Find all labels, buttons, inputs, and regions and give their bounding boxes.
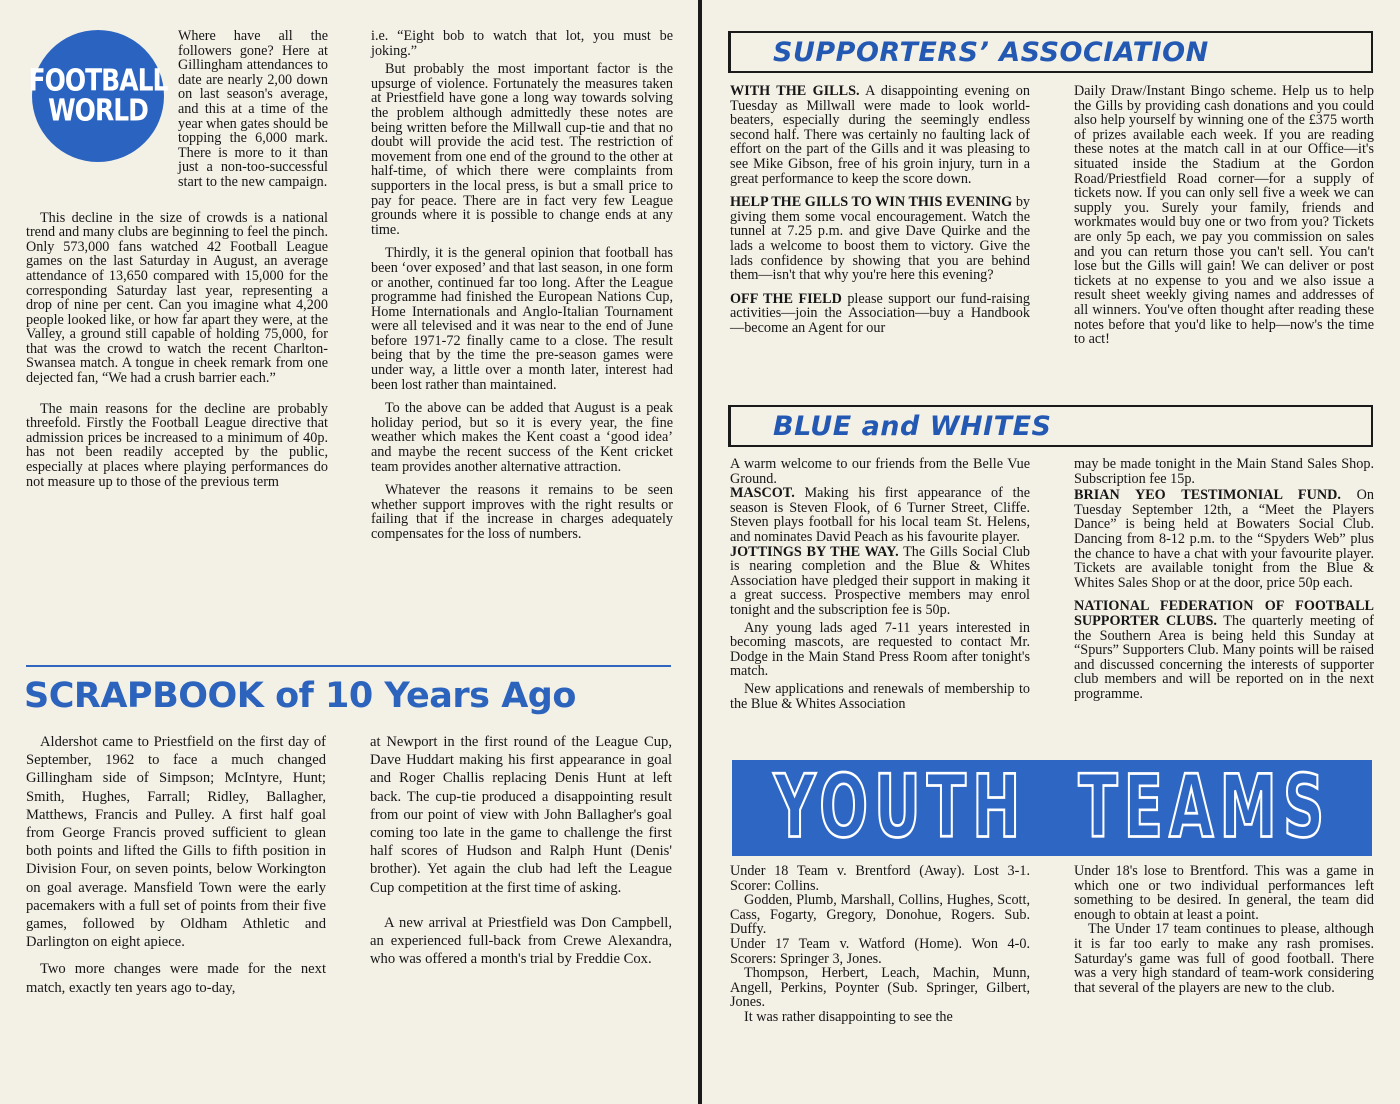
right-page (702, 0, 1400, 1104)
bw-lead-mascot: MASCOT. (730, 485, 795, 502)
supporters-text-1: A disappointing evening on Tuesday as Millwall were made to look world-beaters, especially during the seemingly endless second half. There was certainly no faulting lack of effort on the part of the Gills and it was pleasing to see Mike Gibson, free of his groin injury, turn in a great performance to keep the score down. (730, 83, 1030, 187)
fw-paragraph-5: But probably the most important factor is the upsurge of violence. Fortunately the measures taken at Priestfield have gone a long way towards solving the problem although admittedly these notes are being written before the Millwall cup-tie and that no doubt will provide the acid test. The restriction of movement from one end of the ground to the other at half-time, of which there were complaints from supporters in the local press, is but a small price to pay for peace. There are in fact very few League grounds where it is possible to change ends at any time. (371, 61, 673, 238)
bw-text-jottings: The Gills Social Club is nearing completion and the Blue & Whites Association have pledged their support in making it a great success. Prospective members may enrol tonight and the subscription fee is 50p. (730, 543, 1030, 618)
youth-column-2 (1074, 864, 1374, 995)
youth-line-5: It was rather disappointing to see the (744, 1008, 953, 1025)
fw-paragraph-3: The main reasons for the decline are probably threefold. Firstly the Football League directive that admission prices be increased to a minimum of 40p. has not been readily accepted by the public, especially at places where playing performances do not measure up to those of the previous term (26, 400, 328, 490)
scrapbook-title: SCRAPBOOK of 10 Years Ago (24, 676, 576, 716)
bw-lead-jottings: JOTTINGS BY THE WAY. (730, 543, 899, 560)
youth-line-1: Under 18 Team v. Brentford (Away). Lost 3-1. Scorer: Collins. (730, 863, 1030, 894)
youth-report-2: The Under 17 team continues to please, although it is far too early to make any rash promises. Saturday's game was full of good football. There was a very high standard of team-work considering that several of the players are new to the club. (1074, 921, 1374, 996)
blue-and-whites-header (728, 405, 1373, 447)
bw-lead-federation: NATIONAL FEDERATION OF FOOTBALL SUPPORTER CLUBS. (1074, 598, 1374, 629)
football-world-column-2 (371, 29, 673, 551)
supporters-paragraph-3 (730, 292, 1030, 336)
scrapbook-column-1 (26, 733, 326, 1006)
badge-line-2: WORLD (48, 93, 148, 128)
scrapbook-paragraph-3: at Newport in the first round of the League Cup, Dave Huddart making his first appearance in goal and Roger Challis replacing Denis Hunt at left back. The cup-tie produced a disappointing result from our point of view with John Ballagher's goal coming too late in the game to challenge the first half scores of Hudson and Ralph Hunt (Denis' brother). Yet again the club had left the League Cup competition at the first time of asking. (370, 734, 672, 896)
supporters-text-2: by giving them some vocal encouragement. Watch the tunnel at 7.25 p.m. and give Dave Quirke and the lads a welcome to boost them to victory. Give the lads confidence by showing that you are behind them—isn't that why you're here this evening? (730, 194, 1031, 284)
supporters-association-title: SUPPORTERS’ ASSOCIATION (773, 37, 1209, 68)
bw-text-mascot: Making his first appearance of the season is Steven Flook, of 6 Turner Street, Cliffe. Steven plays football for his local team St. Helens, and nominates David Peach as his favourite player. (730, 485, 1030, 545)
bw-paragraph-8 (1074, 599, 1374, 701)
section-divider (26, 665, 671, 667)
blue-and-whites-title: BLUE and WHITES (773, 411, 1052, 442)
fw-paragraph-8: Whatever the reasons it remains to be seen whether support improves with the right results or failing that if the increase in charges adequately compensates for the loss of numbers. (371, 482, 673, 542)
football-world-column-1 (26, 29, 328, 498)
supporters-paragraph-1 (730, 84, 1030, 186)
bw-text-federation: The quarterly meeting of the Southern Area is being held this Sunday at “Spurs” Supporters Club. Many points will be raised and discussed concerning the interests of supporter club members and will be reported on in the next programme. (1074, 612, 1374, 702)
blue-whites-column-2 (1074, 457, 1374, 711)
blue-whites-column-1 (730, 457, 1030, 711)
bw-paragraph-3 (730, 545, 1030, 618)
bw-paragraph-7 (1074, 488, 1374, 590)
youth-report-1: Under 18's lose to Brentford. This was a game in which one or two individual performances left something to be desired. In general, the team did enough to obtain at least a point. (1074, 863, 1374, 923)
youth-line-4: Thompson, Herbert, Leach, Machin, Munn, Angell, Perkins, Poynter (Sub. Springer, Gilbert, Jones. (730, 965, 1030, 1011)
bw-paragraph-6: may be made tonight in the Main Stand Sales Shop. Subscription fee 15p. (1074, 456, 1374, 487)
youth-line-2: Godden, Plumb, Marshall, Collins, Hughes, Scott, Cass, Fogarty, Gregory, Donohue, Rogers. Sub. Duffy. (730, 892, 1030, 938)
supporters-lead-2: HELP THE GILLS TO WIN THIS EVENING (730, 194, 1013, 211)
supporters-association-header (728, 31, 1373, 73)
supporters-column-2 (1074, 84, 1374, 356)
fw-paragraph-7: To the above can be added that August is a peak holiday period, but so it is every year, the fine weather which makes the Kent coast a ‘good idea’ and maybe the recent success of the Kent cricket team provides another alternative attraction. (371, 400, 673, 475)
scrapbook-paragraph-1: Aldershot came to Priestfield on the first day of September, 1962 to face a much changed Gillingham side of Simpson; McIntyre, Hunt; Smith, Hughes, Farrall; Ridley, Ballagher, Matthews, Francis and Pulley. A first half goal from George Francis proved sufficient to glean both points and lifted the Gills to fifth position in Division Four, on seven points, below Workington on goal average. Mansfield Town were the early pacemakers with a full set of points from their five games, followed by Oldham Athletic and Darlington on eight apiece. (26, 734, 326, 951)
fw-paragraph-4: i.e. “Eight bob to watch that lot, you must be joking.” (371, 28, 673, 59)
supporters-lead-3: OFF THE FIELD (730, 290, 842, 307)
youth-teams-banner (732, 760, 1372, 856)
badge-line-1: FOOTBALL (28, 63, 168, 98)
youth-column-1 (730, 864, 1030, 1025)
scrapbook-paragraph-2: Two more changes were made for the next match, exactly ten years ago to-day, (26, 961, 326, 996)
supporters-paragraph-2 (730, 195, 1030, 283)
supporters-text-3: please support our fund-raising activities—join the Association—buy a Handbook—become an Agent for our (730, 290, 1030, 336)
bw-lead-testimonial: BRIAN YEO TESTIMONIAL FUND. (1074, 487, 1341, 504)
supporters-lead-1: WITH THE GILLS. (730, 83, 860, 99)
bw-paragraph-2 (730, 486, 1030, 544)
fw-paragraph-6: Thirdly, it is the general opinion that football has been ‘over exposed’ and that last season, in one form or another, continued far too long. After the League programme had finished the European Nations Cup, Home Internationals and Anglo-Italian Tournament were all televised and it was near to the end of June before 1971-72 finally came to a close. The result being that by the time the pre-season games were under way, a little over a month later, interest had been lost rather than maintained. (371, 245, 673, 393)
supporters-column-1 (730, 84, 1030, 345)
bw-paragraph-4: Any young lads aged 7-11 years interested in becoming mascots, are requested to contact Mr. Dodge in the Main Stand Press Room after tonight's match. (730, 619, 1030, 680)
youth-line-3: Under 17 Team v. Watford (Home). Won 4-0. Scorers: Springer 3, Jones. (730, 935, 1030, 967)
scrapbook-paragraph-4: A new arrival at Priestfield was Don Campbell, an experienced full-back from Crewe Alexandra, who was offered a month's trial by Freddie Cox. (370, 914, 672, 968)
bw-text-testimonial: On Tuesday September 12th, a “Meet the Players Dance” is being held at Bowaters Social Club. Dancing from 8-12 p.m. to the “Spyders Web” plus the chance to have a chat with your favourite player. Tickets are available tonight from the Blue & Whites Sales Shop or at the door, price 50p each. (1074, 487, 1374, 591)
supporters-paragraph-4: Daily Draw/Instant Bingo scheme. Help us to help the Gills by providing cash donations and you could also help yourself by winning one of the £375 worth of prizes available each week. If you are reading these notes at the match call in at our Office—it's situated inside the Stadium at the Gordon Road/Priestfield Road corner—for a supply of tickets now. If you can only sell five a week we can supply you. Surely your family, friends and workmates would buy one or two from you? Tickets are only 5p each, we pay you commission on sales and you can return those you can't sell. You can't lose but the Gills will gain! We can deliver or post tickets at no expense to you and we also issue a result sheet weekly giving names and addresses of all winners. You've often thought after reading these notes before that you'd like to help—now's the time to act! (1074, 83, 1374, 348)
badge-wrap-spacer (26, 29, 178, 187)
left-page (0, 0, 698, 1104)
bw-paragraph-1: A warm welcome to our friends from the Belle Vue Ground. (730, 456, 1030, 487)
youth-teams-title: YOUTH TEAMS (773, 758, 1331, 858)
fw-paragraph-2: This decline in the size of crowds is a national trend and many clubs are beginning to feel the pinch. Only 573,000 fans watched 42 Football League games on the last Saturday in August, an average attendance of 13,650 compared with 15,000 for the corresponding Saturday last year, representing a drop of nine per cent. Can you imagine what 4,200 people looked like, or how far apart they were, at the Valley, a ground still capable of holding 75,000, for that was the crowd to watch the recent Charlton-Swansea match. A tongue in cheek remark from one dejected fan, “We had a crush barrier each.” (26, 209, 328, 387)
fw-paragraph-1: Where have all the followers gone? Here at Gillingham attendances to date are nearly 2,00 down on last season's average, and this at a time of the year when gates should be topping the 6,000 mark. There is more to it than just a non-too-successful start to the new campaign. (178, 28, 328, 190)
scrapbook-column-2 (370, 733, 672, 977)
bw-paragraph-5: New applications and renewals of membership to the Blue & Whites Association (730, 680, 1030, 712)
